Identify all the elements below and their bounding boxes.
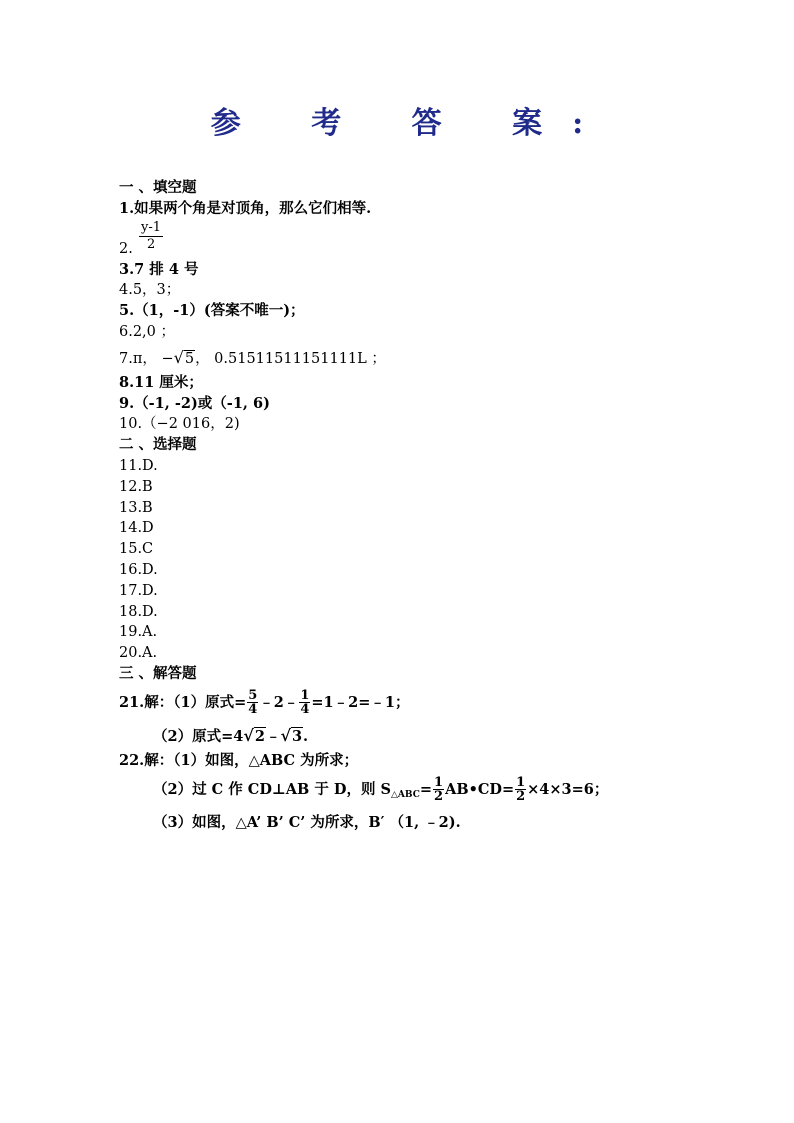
answer-5: 5.（1，-1）(答案不唯一)； [119, 302, 305, 320]
answer-content [119, 178, 719, 838]
answer-12: 12.B [119, 478, 153, 495]
answer-4: 4.5，3； [119, 282, 181, 299]
answer-22-part-1: 22.解：（1）如图，△ABC 为所求； [119, 751, 359, 769]
answer-21-2-middle: ﹣ [265, 727, 281, 745]
answer-7-sqrt: √5 [173, 347, 195, 367]
answer-16: 16.D. [119, 561, 158, 578]
answer-18: 18.D. [119, 603, 158, 620]
answer-19: 19.A. [119, 624, 158, 641]
fraction-1-2 [433, 776, 444, 803]
fraction-numerator: 1 [434, 775, 444, 791]
section-heading-fill: 一 、填空题 [119, 179, 197, 196]
area-subscript: △ABC [391, 789, 420, 800]
answer-22-2-suffix: ×4×3=6； [527, 780, 609, 798]
answer-21-1-prefix: 21.解：（1）原式= [119, 693, 247, 711]
fraction-numerator: 1 [300, 688, 310, 704]
answer-10: 10.（−2 016，2) [119, 416, 240, 433]
answer-21-2-prefix: （2）原式=4 [153, 727, 244, 745]
radicand: 2 [254, 727, 265, 745]
page-title: 参 考 答 案: [210, 106, 614, 141]
answer-2-numerator: y-1 [141, 219, 162, 235]
fraction-denominator: 2 [516, 789, 526, 805]
answer-22-2-middle: AB•CD= [445, 780, 515, 798]
answer-22-part-3: （3）如图，△A’ B’ C’ 为所求，B′ （1, ﹣2). [153, 813, 461, 831]
fraction-denominator: 4 [248, 702, 258, 718]
answer-21-part-1 [119, 685, 719, 721]
answer-9: 9.（-1, -2)或（-1, 6) [119, 394, 270, 412]
sqrt-2: √2 [243, 725, 265, 745]
answer-7 [119, 343, 719, 373]
section-heading-solve: 三 、解答题 [119, 664, 197, 682]
answer-7-prefix: 7.π， − [119, 350, 174, 367]
answer-14: 14.D [119, 520, 154, 537]
answer-17: 17.D. [119, 582, 158, 599]
radicand: 3 [291, 727, 303, 745]
answer-2-label: 2. [119, 240, 133, 257]
answer-2-denominator: 2 [147, 236, 156, 252]
fraction-5-4 [247, 689, 258, 716]
section-heading-choice: 二 、选择题 [119, 436, 197, 454]
answer-21-part-2 [119, 721, 719, 751]
answer-7-radicand: 5 [184, 350, 195, 367]
fraction-denominator: 4 [300, 702, 310, 718]
answer-11: 11.D. [119, 457, 158, 474]
answer-3: 3.7 排 4 号 [119, 260, 199, 278]
sqrt-3: √3 [280, 725, 303, 745]
fraction-numerator: 1 [516, 775, 526, 791]
answer-21-2-suffix: . [303, 727, 309, 745]
fraction-1-4 [299, 689, 310, 716]
answer-6: 6.2,0 ； [119, 323, 176, 340]
fraction-numerator: 5 [248, 688, 258, 704]
equals-sign: = [419, 780, 433, 798]
answer-7-suffix: ， 0.51511511151111L ； [195, 350, 386, 367]
answer-13: 13.B [119, 499, 153, 516]
answer-21-1-middle: ﹣2﹣ [259, 693, 299, 711]
answer-8: 8.11 厘米； [119, 373, 203, 391]
answer-20: 20.A. [119, 645, 158, 662]
answer-22-part-2 [119, 772, 719, 808]
answer-2 [119, 220, 719, 260]
answer-1: 1.如果两个角是对顶角，那么它们相等. [119, 199, 372, 217]
answer-15: 15.C [119, 541, 154, 558]
fraction-denominator: 2 [434, 789, 444, 805]
fraction-1-2-second [515, 776, 526, 803]
answer-21-1-suffix: =1﹣2=﹣1； [311, 693, 410, 711]
answer-22-2-prefix: （2）过 C 作 CD⊥AB 于 D，则 S [153, 780, 392, 798]
